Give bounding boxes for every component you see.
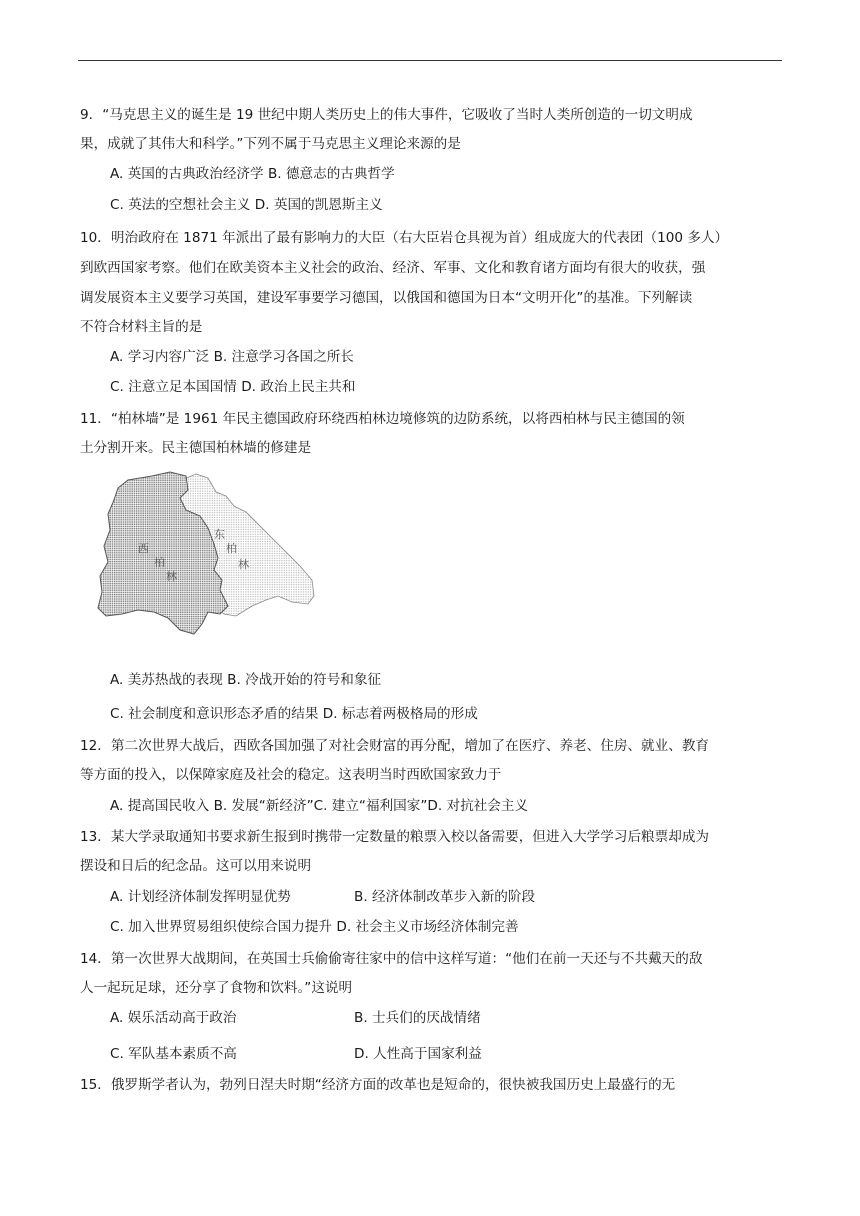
- q13-option-b: B. 经济体制改革步入新的阶段: [354, 889, 536, 905]
- q10-options-cd: C. 注意立足本国国情 D. 政治上民主共和: [110, 379, 356, 395]
- q12-stem-line-2: 等方面的投入，以保障家庭及社会的稳定。这表明当时西欧国家致力于: [80, 767, 502, 783]
- berlin-map: [96, 466, 320, 638]
- q9-options-ab: A. 英国的古典政治经济学 B. 德意志的古典哲学: [110, 166, 395, 182]
- q14-option-d: D. 人性高于国家利益: [354, 1046, 482, 1062]
- west-map-char-1: 西: [138, 542, 149, 555]
- west-map-char-3: 林: [166, 570, 177, 583]
- q14-option-a: A. 娱乐活动高于政治: [110, 1010, 237, 1026]
- q11-stem-line-2: 土分割开来。民主德国柏林墙的修建是: [80, 440, 312, 456]
- q13-option-a: A. 计划经济体制发挥明显优势: [110, 889, 291, 905]
- q14-stem-line-2: 人一起玩足球，还分享了食物和饮料。”这说明: [80, 980, 353, 996]
- east-map-char-2: 柏: [226, 542, 237, 555]
- q9-stem-line-1: 9．“马克思主义的诞生是 19 世纪中期人类历史上的伟大事件，它吸收了当时人类所创造的一切文明成: [80, 107, 693, 123]
- q10-options-ab: A. 学习内容广泛 B. 注意学习各国之所长: [110, 349, 354, 365]
- q11-options-cd: C. 社会制度和意识形态矛盾的结果 D. 标志着两极格局的形成: [110, 706, 478, 722]
- q10-stem-line-3: 调发展资本主义要学习英国，建设军事要学习德国，以俄国和德国为日本“文明开化”的基准。下列解读: [80, 290, 693, 306]
- q14-option-c: C. 军队基本素质不高: [110, 1046, 237, 1062]
- q14-option-b: B. 士兵们的厌战情绪: [354, 1010, 481, 1026]
- q10-stem-line-4: 不符合材料主旨的是: [80, 319, 203, 335]
- q13-options-cd: C. 加入世界贸易组织使综合国力提升 D. 社会主义市场经济体制完善: [110, 919, 519, 935]
- q10-stem-line-2: 到欧西国家考察。他们在欧美资本主义社会的政治、经济、军事、文化和教育诸方面均有很大的收获，强: [80, 260, 706, 276]
- q13-stem-line-2: 摆设和日后的纪念品。这可以用来说明: [80, 858, 312, 874]
- q9-stem-line-2: 果，成就了其伟大和科学。”下列不属于马克思主义理论来源的是: [80, 136, 461, 152]
- west-map-char-2: 柏: [154, 556, 165, 569]
- header-rule: [78, 60, 782, 61]
- east-map-char-3: 林: [238, 558, 249, 571]
- q10-stem-line-1: 10．明治政府在 1871 年派出了最有影响力的大臣（右大臣岩仓具视为首）组成庞大的代表团（100 多人）: [80, 230, 729, 246]
- q12-stem-line-1: 12．第二次世界大战后，西欧各国加强了对社会财富的再分配，增加了在医疗、养老、住房、就业、教育: [80, 738, 710, 754]
- east-map-char-1: 东: [214, 528, 225, 541]
- q9-options-cd: C. 英法的空想社会主义 D. 英国的凯恩斯主义: [110, 197, 383, 213]
- q13-stem-line-1: 13．某大学录取通知书要求新生报到时携带一定数量的粮票入校以备需要，但进入大学学习后粮票却成为: [80, 829, 710, 845]
- q15-stem-line-1: 15．俄罗斯学者认为，勃列日涅夫时期“经济方面的改革也是短命的，很快被我国历史上最盛行的无: [80, 1077, 676, 1093]
- q11-stem-line-1: 11．“柏林墙”是 1961 年民主德国政府环绕西柏林边境修筑的边防系统，以将西柏林与民主德国的领: [80, 411, 685, 427]
- q11-options-ab: A. 美苏热战的表现 B. 冷战开始的符号和象征: [110, 672, 382, 688]
- q12-options: A. 提高国民收入 B. 发展“新经济”C. 建立“福利国家”D. 对抗社会主义: [110, 798, 529, 814]
- q14-stem-line-1: 14．第一次世界大战期间，在英国士兵偷偷寄往家中的信中这样写道：“他们在前一天还与不共戴天的敌: [80, 951, 703, 967]
